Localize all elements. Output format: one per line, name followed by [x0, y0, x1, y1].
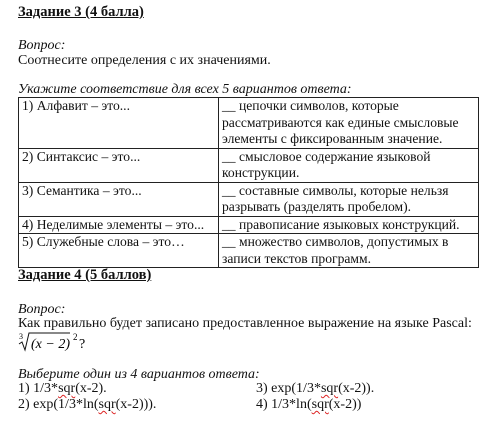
option-text: (x-2)).: [338, 381, 375, 396]
option-text: exp(1/3*: [271, 381, 321, 396]
table-row: [19, 98, 479, 149]
formula-suffix: ?: [79, 337, 86, 352]
definition-cell: __ цепочки символов, которые рассматриваются как единые смысловые элементы с фиксированным значение.: [219, 98, 479, 149]
answer-option-4[interactable]: [256, 397, 361, 413]
task4-question-text: Как правильно будет записано предоставленное выражение на языке Pascal:: [18, 316, 472, 331]
cube-root-expression: [18, 331, 168, 353]
root-index: 3: [19, 332, 23, 341]
option-number: 1): [18, 381, 34, 396]
table-row: [19, 216, 479, 234]
term-cell: 5) Служебные слова – это…: [19, 234, 219, 268]
term-cell: 2) Синтаксис – это...: [19, 148, 219, 182]
term-cell: 4) Неделимые элементы – это...: [19, 216, 219, 234]
table-row: [19, 234, 479, 268]
answer-option-1[interactable]: [18, 381, 107, 397]
option-text: 1/3*ln(: [271, 397, 312, 412]
option-text: (x-2).: [75, 381, 107, 396]
option-text: sqr: [58, 381, 76, 396]
term-cell: 1) Алфавит – это...: [19, 98, 219, 149]
radicand: (x − 2): [31, 337, 70, 352]
definition-cell: __ правописание языковых конструкций.: [219, 216, 479, 234]
matching-table: [18, 97, 479, 268]
option-text: (x-2)): [328, 397, 362, 412]
option-text: sqr: [320, 381, 339, 396]
definition-cell: __ множество символов, допустимых в записи текстов программ.: [219, 234, 479, 268]
task4-heading: Задание 4 (5 баллов): [18, 267, 152, 283]
term-cell: 3) Семантика – это...: [19, 182, 219, 216]
option-number: 2): [18, 397, 34, 412]
task4-question-label: Вопрос:: [18, 302, 66, 317]
root-formula: [18, 331, 168, 353]
answer-option-2[interactable]: [18, 397, 156, 413]
task3-question-text: Соотнесите определения с их значениями.: [18, 53, 271, 68]
option-text: sqr: [311, 397, 329, 412]
option-number: 4): [256, 397, 272, 412]
definition-cell: __ составные символы, которые нельзя разрывать (разделять пробелом).: [219, 182, 479, 216]
option-text: 1/3*: [33, 381, 59, 396]
exponent: 2: [73, 332, 78, 342]
option-text: exp(1/3*ln(: [33, 397, 99, 412]
task4-instruction: Выберите один из 4 вариантов ответа:: [18, 367, 260, 382]
table-row: [19, 148, 479, 182]
task3-instruction: Укажите соответствие для всех 5 вариантов ответа:: [18, 82, 352, 97]
option-number: 3): [256, 381, 272, 396]
task3-question-label: Вопрос:: [18, 38, 66, 53]
table-row: [19, 182, 479, 216]
option-text: (x-2))).: [115, 397, 157, 412]
answer-option-3[interactable]: [256, 381, 374, 397]
definition-cell: __ смысловое содержание языковой конструкции.: [219, 148, 479, 182]
task3-heading: Задание 3 (4 балла): [18, 4, 144, 20]
option-text: sqr: [98, 397, 116, 412]
